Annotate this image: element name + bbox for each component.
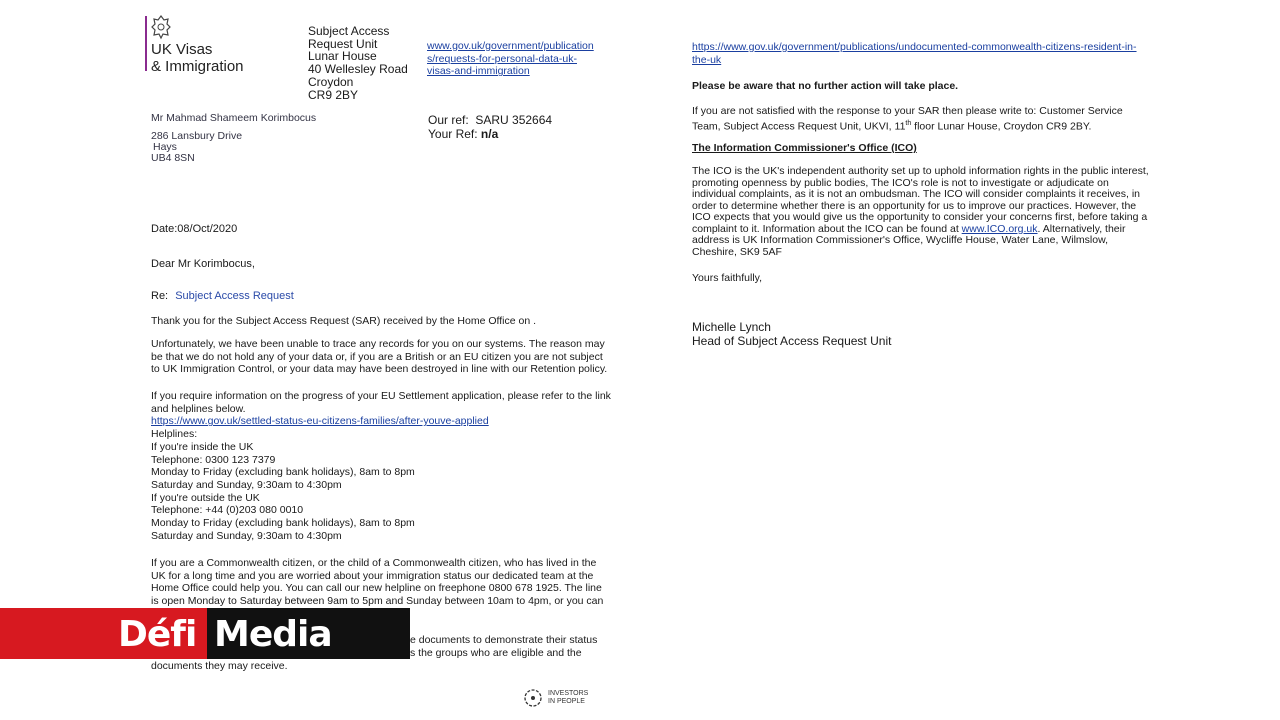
signatory-title: Head of Subject Access Request Unit bbox=[692, 334, 892, 348]
header-link-line[interactable]: s/requests-for-personal-data-uk- bbox=[427, 52, 577, 65]
text-line: individual complaints, as it is not an ombudsman. The ICO will consider complaints it receives, in bbox=[692, 188, 1141, 200]
helpline-line: Telephone: +44 (0)203 080 0010 bbox=[151, 504, 304, 517]
helpline-line: Saturday and Sunday, 9:30am to 4:30pm bbox=[151, 478, 342, 491]
your-ref-label: Your Ref: bbox=[428, 127, 481, 141]
text-line: The ICO is the UK's independent authority set up to uphold information rights in the public interest, bbox=[692, 165, 1149, 177]
commonwealth-link-line[interactable]: https://www.gov.uk/government/publications/undocumented-commonwealth-citizens-resident-in- bbox=[692, 41, 1137, 53]
header-link-line[interactable]: www.gov.uk/government/publication bbox=[427, 40, 594, 52]
your-ref-value: n/a bbox=[480, 127, 499, 141]
footer-logo-line: INVESTORS bbox=[548, 690, 589, 697]
brand-media: Media bbox=[214, 614, 332, 655]
footer-logo-line: IN PEOPLE bbox=[548, 698, 585, 705]
complaint-paragraph bbox=[692, 105, 1123, 133]
our-ref: Our ref: SARU 352664 bbox=[428, 113, 553, 127]
sender-line: Request Unit bbox=[308, 36, 378, 51]
paragraph-eu-settlement bbox=[151, 390, 611, 542]
text-line: If you require information on the progress of your EU Settlement application, please refer to the link bbox=[151, 390, 611, 402]
ico-paragraph bbox=[692, 166, 1149, 258]
helpline-line: Monday to Friday (excluding bank holidays), 8am to 8pm bbox=[151, 517, 415, 530]
text-span: Team, Subject Access Request Unit, UKVI, 11 bbox=[692, 120, 906, 133]
no-further-action-notice: Please be aware that no further action will take place. bbox=[692, 80, 959, 92]
text-span: . Alternatively, their bbox=[1037, 222, 1126, 235]
text-line: Home Office could help you. You can call our new helpline on freephone 0800 678 1925. The line bbox=[151, 582, 602, 595]
logo-accent-bar bbox=[145, 16, 147, 71]
header-link-line[interactable]: visas-and-immigration bbox=[427, 65, 530, 78]
helpline-line: Helplines: bbox=[151, 428, 198, 441]
text-line: UK for a long time and you are worried about your immigration status our dedicated team at the bbox=[151, 569, 594, 582]
text-line: to UK Immigration Control, or your data may have been destroyed in line with our Retention policy. bbox=[151, 363, 608, 376]
re-label: Re: bbox=[151, 290, 169, 302]
re-line bbox=[151, 290, 294, 302]
text-line: address is UK Information Commissioner's Office, Wycliffe House, Water Lane, Wilmslow, bbox=[692, 234, 1109, 246]
commonwealth-link[interactable] bbox=[692, 41, 1137, 66]
paragraph-documents-tail bbox=[410, 634, 597, 659]
your-ref bbox=[428, 128, 498, 141]
text-line: be that we do not hold any of your data or, if you are a British or an EU citizen you are not subject bbox=[151, 350, 603, 363]
salutation: Dear Mr Korimbocus, bbox=[151, 258, 255, 270]
helpline-line: If you're outside the UK bbox=[151, 491, 260, 504]
investors-in-people-icon bbox=[523, 688, 543, 708]
re-subject: Subject Access Request bbox=[175, 290, 294, 302]
superscript: th bbox=[905, 119, 912, 127]
paragraph-documents-last: documents they may receive. bbox=[151, 660, 288, 672]
text-line: order to determine whether there is an opportunity for us to improve our practices. However, the bbox=[692, 199, 1137, 212]
ico-website-link[interactable]: www.ICO.org.uk bbox=[961, 222, 1038, 235]
text-line: s the groups who are eligible and the bbox=[410, 646, 582, 659]
royal-crest-icon bbox=[150, 14, 172, 40]
sender-line: Subject Access bbox=[308, 24, 390, 38]
logo-line-1: UK Visas bbox=[151, 41, 213, 58]
recipient-address bbox=[151, 131, 242, 164]
text-line: ICO expects that you would give us the opportunity to consider your concerns first, before taking a bbox=[692, 211, 1148, 223]
investors-in-people-text bbox=[548, 690, 588, 706]
paragraph-received: Thank you for the Subject Access Request (SAR) received by the Home Office on . bbox=[151, 315, 536, 327]
sender-address bbox=[308, 25, 408, 101]
header-link[interactable] bbox=[427, 40, 594, 78]
recipient-line: 286 Lansbury Drive bbox=[151, 130, 243, 142]
text-line: and helplines below. bbox=[151, 402, 246, 415]
text-line: If you are a Commonwealth citizen, or the child of a Commonwealth citizen, who has lived in the bbox=[151, 557, 597, 569]
sender-line: 40 Wellesley Road bbox=[308, 62, 408, 77]
logo-line-2: & Immigration bbox=[151, 58, 244, 75]
sender-line: CR9 2BY bbox=[308, 87, 359, 102]
paragraph-unable-trace bbox=[151, 338, 607, 376]
text-line bbox=[692, 118, 1123, 133]
recipient-line: UB4 8SN bbox=[151, 152, 195, 164]
helpline-line: Monday to Friday (excluding bank holidays), 8am to 8pm bbox=[151, 466, 415, 479]
signatory-name: Michelle Lynch bbox=[692, 320, 771, 334]
helpline-line: If you're inside the UK bbox=[151, 440, 254, 453]
sender-line: Lunar House bbox=[308, 49, 377, 64]
commonwealth-link-line[interactable]: the-uk bbox=[692, 53, 722, 66]
closing: Yours faithfully, bbox=[692, 272, 763, 284]
text-span: floor Lunar House, Croydon CR9 2BY. bbox=[911, 120, 1092, 133]
brand-defi: Défi bbox=[118, 614, 197, 655]
letter-date: Date:08/Oct/2020 bbox=[151, 223, 238, 235]
text-line: If you are not satisfied with the response to your SAR then please write to: Customer Service bbox=[692, 105, 1123, 117]
helpline-line: Saturday and Sunday, 9:30am to 4:30pm bbox=[151, 529, 342, 542]
recipient-line: Hays bbox=[153, 141, 177, 153]
ico-heading: The Information Commissioner's Office (ICO) bbox=[692, 142, 917, 154]
text-span: complaint to it. Information about the ICO can be found at bbox=[692, 222, 962, 235]
text-line: Cheshire, SK9 5AF bbox=[692, 245, 782, 258]
text-line: e documents to demonstrate their status bbox=[410, 634, 598, 646]
text-line: is open Monday to Saturday between 9am to 5pm and Sunday between 10am to 4pm, or you can bbox=[151, 595, 604, 608]
recipient-name: Mr Mahmad Shameem Korimbocus bbox=[151, 112, 317, 124]
text-line: promoting openness by public bodies, The ICO's role is not to investigate or adjudicate on bbox=[692, 176, 1109, 189]
settled-status-link[interactable]: https://www.gov.uk/settled-status-eu-citizens-families/after-youve-applied bbox=[151, 415, 489, 428]
helpline-line: Telephone: 0300 123 7379 bbox=[151, 453, 276, 466]
text-line: Unfortunately, we have been unable to trace any records for you on our systems. The reason may bbox=[151, 338, 605, 350]
sender-line: Croydon bbox=[308, 74, 354, 89]
paragraph-commonwealth bbox=[151, 557, 603, 608]
